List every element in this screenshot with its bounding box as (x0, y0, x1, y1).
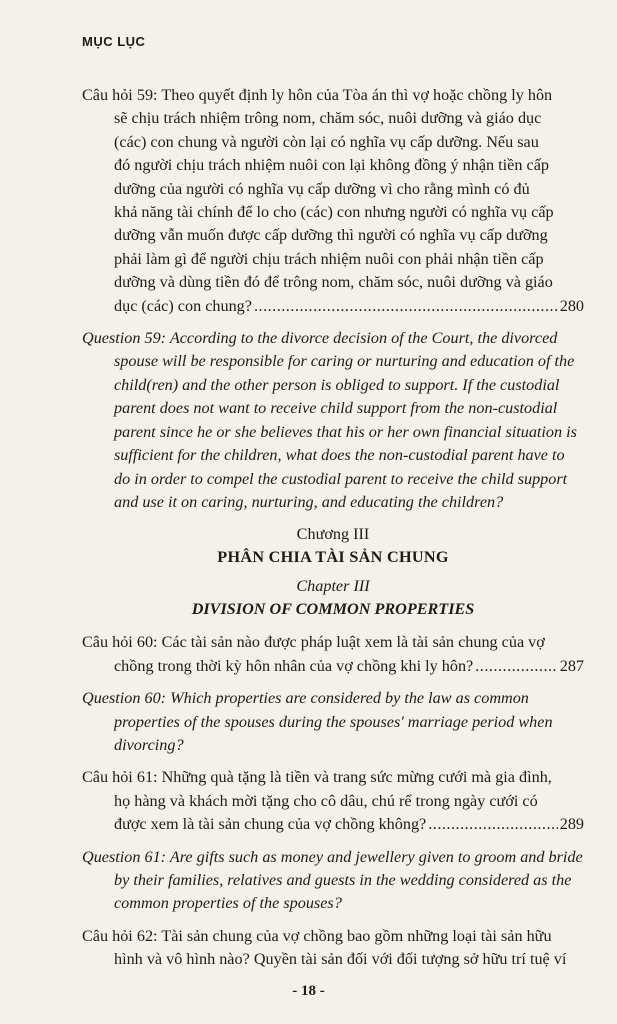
entry-text: được xem là tài sản chung của vợ chồng không? (114, 815, 427, 834)
entry-label: Question 61: (82, 847, 167, 866)
entry-text: child(ren) and the other person is obliged to support. If the custodial (114, 375, 560, 394)
toc-content (82, 84, 584, 981)
entry-text: chồng trong thời kỳ hôn nhân của vợ chồng khi ly hôn? (114, 656, 474, 675)
toc-entry-q62-vn[interactable] (82, 925, 584, 972)
entry-text: do in order to compel the custodial parent to receive the child support (114, 469, 568, 488)
entry-text: phải làm gì để người chịu trách nhiệm nuôi con phải nhận tiền cấp (114, 249, 544, 268)
entry-label: Câu hỏi 61: (82, 768, 158, 787)
entry-label: Câu hỏi 60: (82, 633, 158, 652)
entry-text: common properties of the spouses? (114, 894, 342, 913)
entry-text: Tài sản chung của vợ chồng bao gồm những loại tài sản hữu (161, 926, 552, 945)
chapter-label-en: Chapter III (296, 577, 370, 596)
dot-leader (475, 655, 557, 678)
page-ref[interactable]: 287 (559, 656, 584, 675)
chapter-title-en: DIVISION OF COMMON PROPERTIES (191, 600, 475, 619)
entry-text: divorcing? (114, 735, 184, 754)
dot-leader (254, 295, 558, 318)
entry-text: họ hàng và khách mời tặng cho cô dâu, chú rể trong ngày cưới có (114, 791, 538, 810)
entry-text: parent since he or she believes that his or her own financial situation is (114, 422, 577, 441)
entry-text: and use it on caring, nurturing, and educating the children? (114, 492, 504, 511)
page-number: - 18 - (292, 983, 325, 999)
entry-text: by their families, relatives and guests in the wedding considered as the (114, 870, 572, 889)
toc-entry-q60-vn[interactable] (82, 631, 584, 678)
toc-entry-q61-en (82, 846, 584, 916)
dot-leader (428, 813, 557, 836)
entry-label: Câu hỏi 62: (82, 926, 158, 945)
entry-text: dưỡng và dùng tiền đó để trông nom, chăm sóc, nuôi dưỡng và giáo (114, 273, 553, 292)
entry-text: Which properties are considered by the law as common (170, 689, 529, 708)
toc-entry-q60-en (82, 687, 584, 757)
entry-text: properties of the spouses during the spouses' marriage period when (114, 712, 553, 731)
entry-text: According to the divorce decision of the Court, the divorced (169, 329, 558, 348)
entry-text: dưỡng vẫn muốn được cấp dưỡng thì người có nghĩa vụ cấp dưỡng (114, 226, 548, 245)
toc-entry-q61-vn[interactable] (82, 766, 584, 836)
toc-entry-q59-vn[interactable] (82, 84, 584, 318)
page-ref[interactable]: 280 (559, 296, 584, 315)
entry-text: Những quà tặng là tiền và trang sức mừng cưới mà gia đình, (161, 768, 552, 787)
entry-text: khả năng tài chính để lo cho (các) con nhưng người có nghĩa vụ cấp (114, 203, 554, 222)
page-ref[interactable]: 289 (559, 815, 584, 834)
running-title: MỤC LỤC (82, 34, 146, 49)
entry-label: Câu hỏi 59: (82, 86, 158, 104)
entry-text: sufficient for the children, what does the non-custodial parent have to (114, 446, 565, 465)
entry-text: (các) con chung và người còn lại có nghĩa vụ cấp dưỡng. Nếu sau (114, 132, 539, 151)
entry-text: hình và vô hình nào? Quyền tài sản đối với đối tượng sở hữu trí tuệ ví (114, 950, 567, 969)
chapter-title-vn: PHÂN CHIA TÀI SẢN CHUNG (217, 548, 449, 567)
entry-text: spouse will be responsible for caring or nurturing and education of the (114, 352, 575, 371)
chapter-label-vn: Chương III (296, 525, 370, 544)
toc-entry-q59-en (82, 327, 584, 514)
entry-text: Theo quyết định ly hôn của Tòa án thì vợ hoặc chồng ly hôn (161, 86, 553, 104)
entry-text: parent does not want to receive child support from the non-custodial (114, 399, 558, 418)
chapter-heading (82, 523, 584, 621)
entry-label: Question 59: (82, 329, 167, 348)
entry-text: Các tài sản nào được pháp luật xem là tài sản chung của vợ (161, 633, 545, 652)
entry-text: sẽ chịu trách nhiệm trông nom, chăm sóc, nuôi dưỡng và giáo dục (114, 109, 542, 128)
entry-text: Are gifts such as money and jewellery given to groom and bride (169, 847, 583, 866)
entry-text: dưỡng của người có nghĩa vụ cấp dưỡng vì cho rằng mình có đủ (114, 179, 530, 198)
entry-text: dục (các) con chung? (114, 296, 252, 315)
entry-text: đó người chịu trách nhiệm nuôi con lại không đồng ý nhận tiền cấp (114, 156, 549, 175)
entry-label: Question 60: (82, 689, 167, 708)
